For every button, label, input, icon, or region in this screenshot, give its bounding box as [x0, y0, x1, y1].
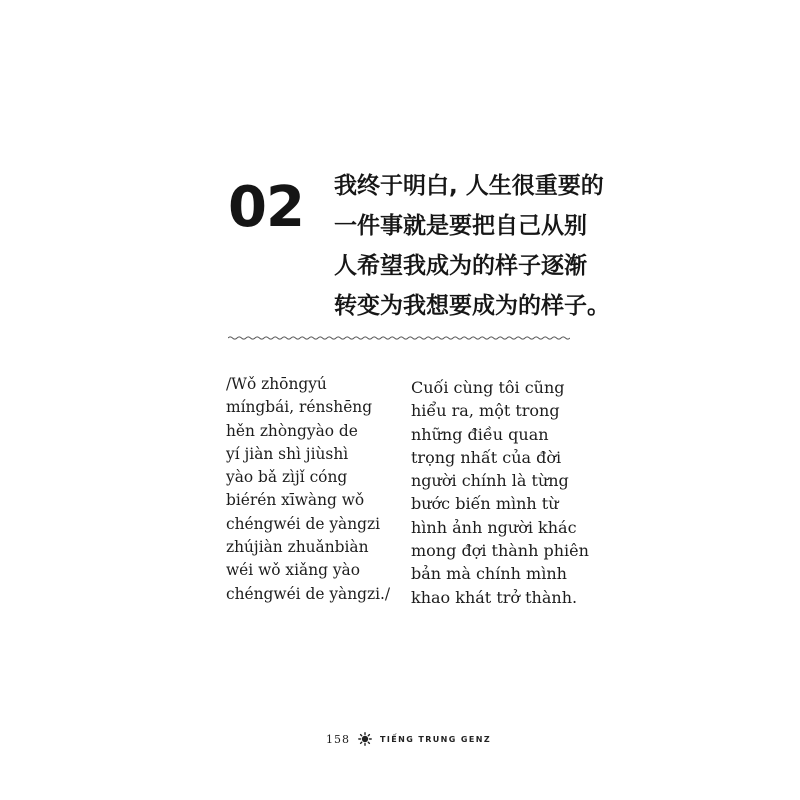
sun-icon — [358, 732, 372, 746]
chinese-line: 人希望我成为的样子逐渐 — [334, 253, 587, 279]
vietnamese-line: khao khát trở thành. — [411, 587, 578, 607]
page-footer — [326, 731, 491, 747]
pinyin-line: zhújiàn zhuǎnbiàn — [226, 538, 369, 557]
pinyin-line: míngbái, rénshēng — [226, 398, 373, 417]
pinyin-line: wéi wǒ xiǎng yào — [226, 561, 360, 580]
pinyin-line: /Wǒ zhōngyú — [226, 375, 327, 393]
vietnamese-line: Cuối cùng tôi cũng — [411, 378, 565, 397]
vietnamese-line: những điều quan — [411, 424, 549, 444]
vietnamese-line: hình ảnh người khác — [411, 517, 577, 537]
pinyin-line: biérén xīwàng wǒ — [226, 491, 365, 510]
vietnamese-translation-column — [411, 376, 601, 609]
page-number: 158 — [326, 732, 350, 746]
vietnamese-line: bước biến mình từ — [411, 494, 559, 514]
vietnamese-line: người chính là từng — [411, 471, 569, 491]
book-title: TIẾNG TRUNG GENZ — [380, 734, 492, 744]
vietnamese-line: trọng nhất của đời — [411, 447, 562, 467]
wave-divider — [228, 331, 570, 345]
chinese-line: 一件事就是要把自己从别 — [334, 213, 587, 239]
pinyin-column — [226, 373, 404, 606]
chinese-line: 我终于明白, 人生很重要的 — [334, 173, 604, 199]
vietnamese-line: hiểu ra, một trong — [411, 401, 560, 421]
chinese-line: 转变为我想要成为的样子。 — [334, 293, 610, 319]
quote-number: 02 — [228, 175, 304, 240]
pinyin-line: yào bǎ zìjǐ cóng — [226, 468, 348, 487]
vietnamese-line: bản mà chính mình — [411, 564, 567, 584]
pinyin-line: chéngwéi de yàngzi./ — [226, 584, 391, 603]
pinyin-line: hěn zhòngyào de — [226, 421, 358, 440]
vietnamese-line: mong đợi thành phiên — [411, 541, 589, 561]
chinese-quote — [334, 166, 610, 326]
pinyin-line: chéngwéi de yàngzi — [226, 514, 381, 533]
pinyin-line: yí jiàn shì jiùshì — [226, 444, 349, 463]
